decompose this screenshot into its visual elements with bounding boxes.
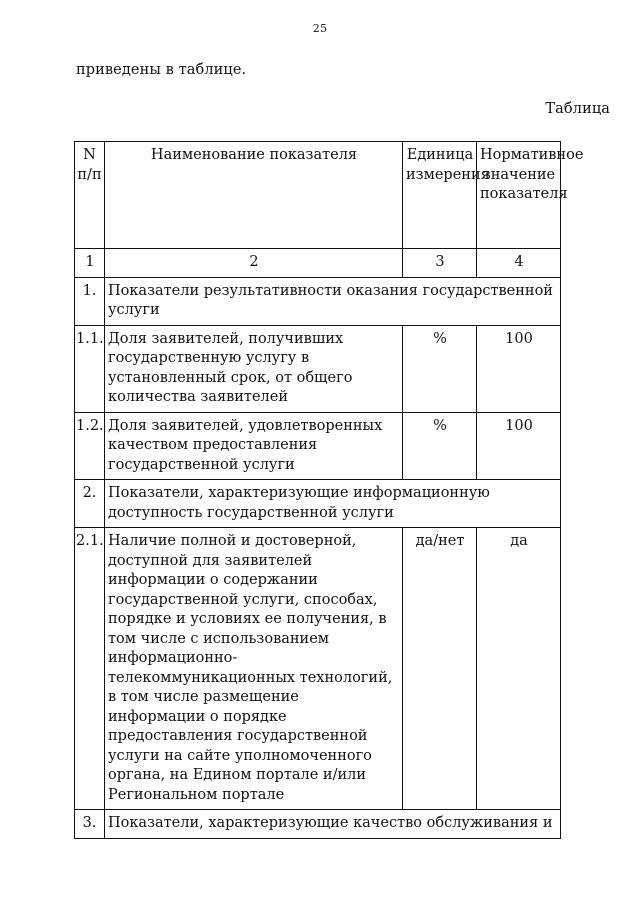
row-number-cell: 1. [75, 277, 105, 325]
section-row [75, 810, 561, 839]
header-name-cell: Наименование показателя [105, 142, 403, 249]
indicator-value-cell: да [477, 528, 561, 810]
intro-text: приведены в таблице. [76, 62, 247, 78]
row-number-cell: 1.2. [75, 412, 105, 480]
indicator-row [75, 325, 561, 412]
indicator-row [75, 528, 561, 810]
table-caption: Таблица [545, 101, 610, 117]
row-number-cell: 2. [75, 480, 105, 528]
column-index-cell: 4 [477, 249, 561, 278]
column-index-cell: 1 [75, 249, 105, 278]
section-title-cell: Показатели результативности оказания государственной услуги [105, 277, 561, 325]
row-number-cell: 2.1. [75, 528, 105, 810]
section-row [75, 277, 561, 325]
row-number-cell: 3. [75, 810, 105, 839]
indicators-table [74, 141, 584, 839]
indicator-value-cell: 100 [477, 412, 561, 480]
section-row [75, 480, 561, 528]
table-header-row [75, 142, 561, 249]
column-index-cell: 2 [105, 249, 403, 278]
column-index-cell: 3 [403, 249, 477, 278]
header-number-cell: N п/п [75, 142, 105, 249]
indicator-name-cell: Доля заявителей, удовлетворенных качеством предоставления государственной услуги [105, 412, 403, 480]
column-index-row [75, 249, 561, 278]
section-title-cell: Показатели, характеризующие информационную доступность государственной услуги [105, 480, 561, 528]
indicator-row [75, 412, 561, 480]
header-unit-cell: Единица измерения [403, 142, 477, 249]
section-title-cell: Показатели, характеризующие качество обслуживания и [105, 810, 561, 839]
indicator-unit-cell: % [403, 412, 477, 480]
indicator-value-cell: 100 [477, 325, 561, 412]
header-value-cell: Нормативное значение показателя [477, 142, 561, 249]
indicator-unit-cell: % [403, 325, 477, 412]
page-number: 25 [312, 22, 328, 35]
row-number-cell: 1.1. [75, 325, 105, 412]
indicator-name-cell: Доля заявителей, получивших государственную услугу в установленный срок, от общего количества заявителей [105, 325, 403, 412]
indicator-unit-cell: да/нет [403, 528, 477, 810]
indicator-name-cell: Наличие полной и достоверной, доступной для заявителей информации о содержании государственной услуги, способах, порядке и условиях ее получения, в том числе с использованием информационно-телекоммуникационных технологий, в том числе размещение информации о порядке предоставления государственной услуги на сайте уполномоченного органа, на Едином портале и/или Региональном портале [105, 528, 403, 810]
